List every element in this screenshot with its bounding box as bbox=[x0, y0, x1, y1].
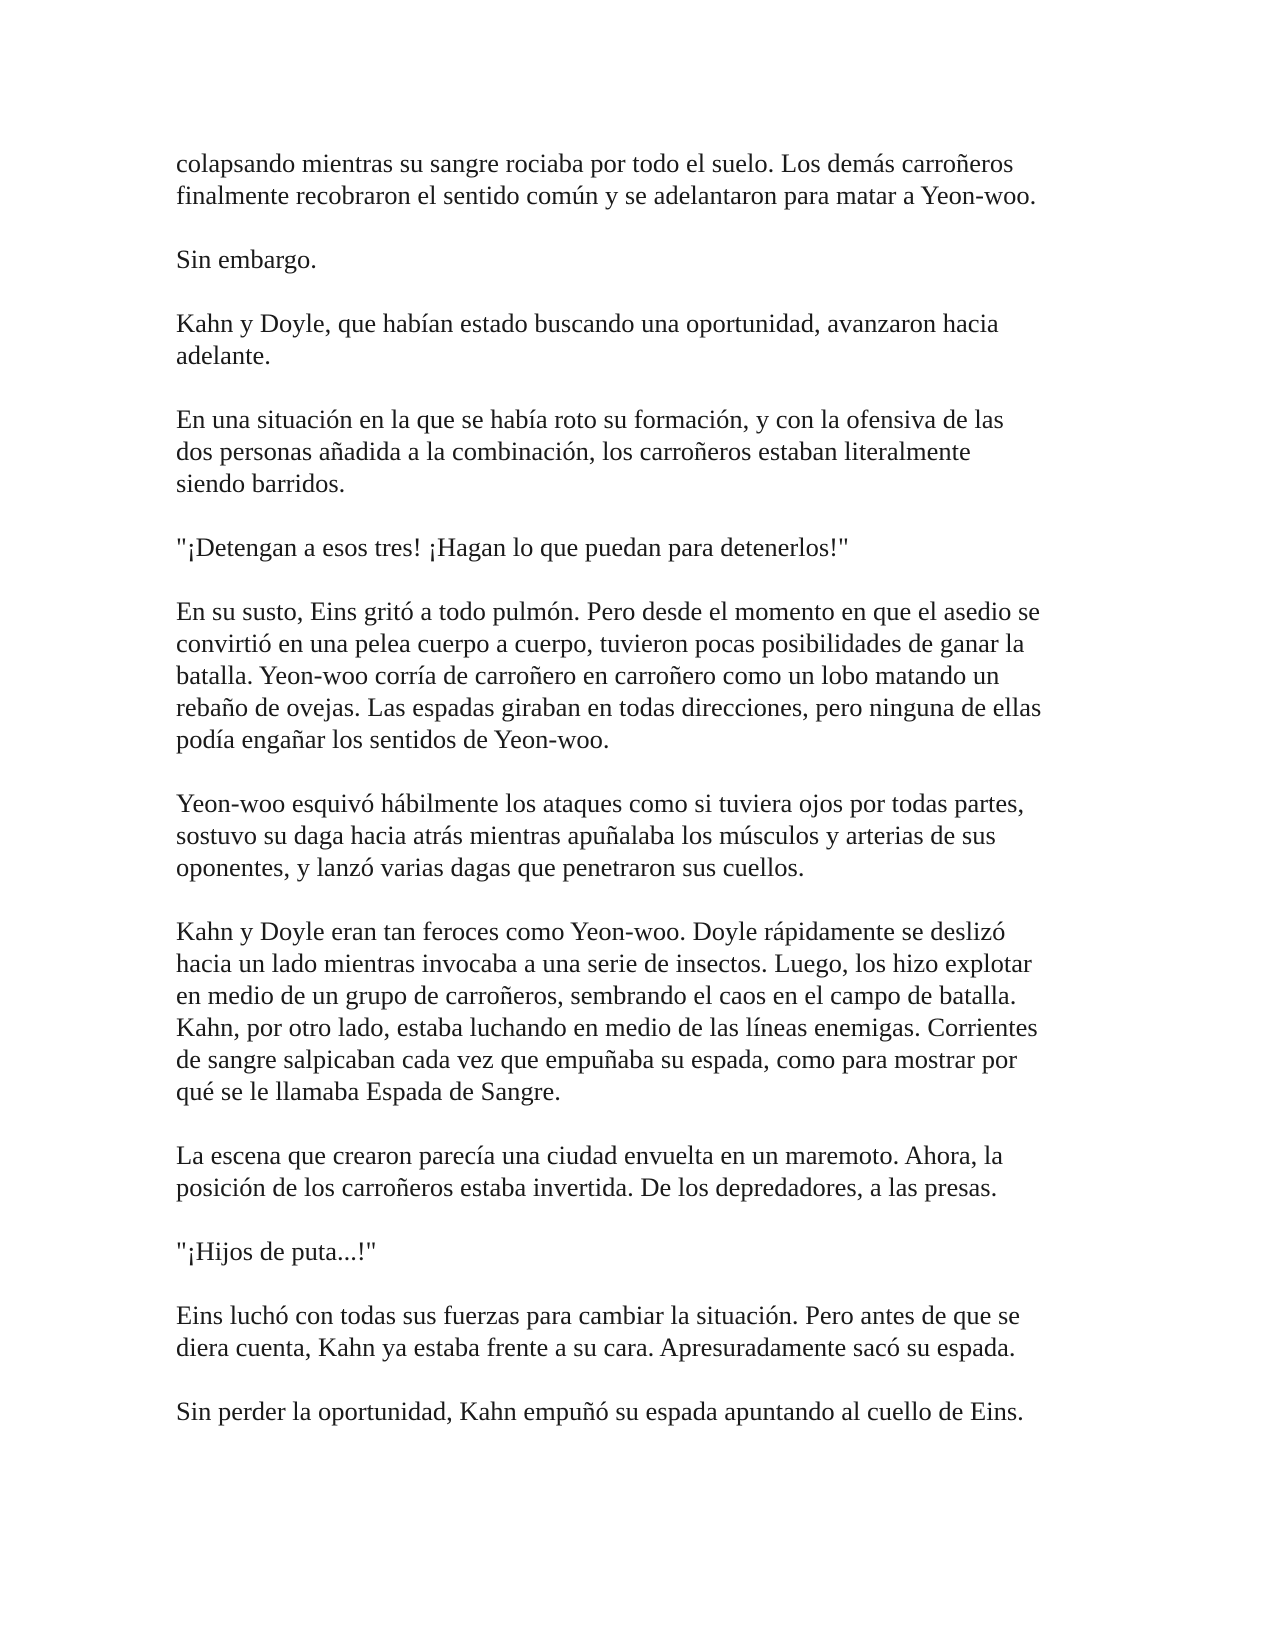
paragraph-4: En una situación en la que se había roto su formación, y con la ofensiva de las dos personas añadida a la combinación, los carroñeros estaban literalmente siendo barridos. bbox=[176, 404, 1004, 498]
paragraph-1: colapsando mientras su sangre rociaba por todo el suelo. Los demás carroñeros finalmente recobraron el sentido común y se adelantaron para matar a Yeon-woo. bbox=[176, 148, 1037, 210]
paragraph-12: Sin perder la oportunidad, Kahn empuñó su espada apuntando al cuello de Eins. bbox=[176, 1396, 1024, 1426]
document-body bbox=[176, 147, 1106, 1459]
paragraph-7: Yeon-woo esquivó hábilmente los ataques como si tuviera ojos por todas partes, sostuvo su daga hacia atrás mientras apuñalaba los músculos y arterias de sus oponentes, y lanzó varias dagas que penetraron sus cuellos. bbox=[176, 788, 1025, 882]
paragraph-6: En su susto, Eins gritó a todo pulmón. Pero desde el momento en que el asedio se convirtió en una pelea cuerpo a cuerpo, tuvieron pocas posibilidades de ganar la batalla. Yeon-woo corría de carroñero en carroñero como un lobo matando un rebaño de ovejas. Las espadas giraban en todas direcciones, pero ninguna de ellas podía engañar los sentidos de Yeon-woo. bbox=[176, 596, 1042, 754]
paragraph-5: "¡Detengan a esos tres! ¡Hagan lo que puedan para detenerlos!" bbox=[176, 532, 849, 562]
paragraph-3: Kahn y Doyle, que habían estado buscando una oportunidad, avanzaron hacia adelante. bbox=[176, 308, 999, 370]
paragraph-10: "¡Hijos de puta...!" bbox=[176, 1236, 377, 1266]
paragraph-8: Kahn y Doyle eran tan feroces como Yeon-woo. Doyle rápidamente se deslizó hacia un lado mientras invocaba a una serie de insectos. Luego, los hizo explotar en medio de un grupo de carroñeros, sembrando el caos en el campo de batalla. Kahn, por otro lado, estaba luchando en medio de las líneas enemigas. Corrientes de sangre salpicaban cada vez que empuñaba su espada, como para mostrar por qué se le llamaba Espada de Sangre. bbox=[176, 916, 1038, 1106]
paragraph-11: Eins luchó con todas sus fuerzas para cambiar la situación. Pero antes de que se diera cuenta, Kahn ya estaba frente a su cara. Apresuradamente sacó su espada. bbox=[176, 1300, 1021, 1362]
paragraph-9: La escena que crearon parecía una ciudad envuelta en un maremoto. Ahora, la posición de los carroñeros estaba invertida. De los depredadores, a las presas. bbox=[176, 1140, 1003, 1202]
paragraph-2: Sin embargo. bbox=[176, 244, 317, 274]
